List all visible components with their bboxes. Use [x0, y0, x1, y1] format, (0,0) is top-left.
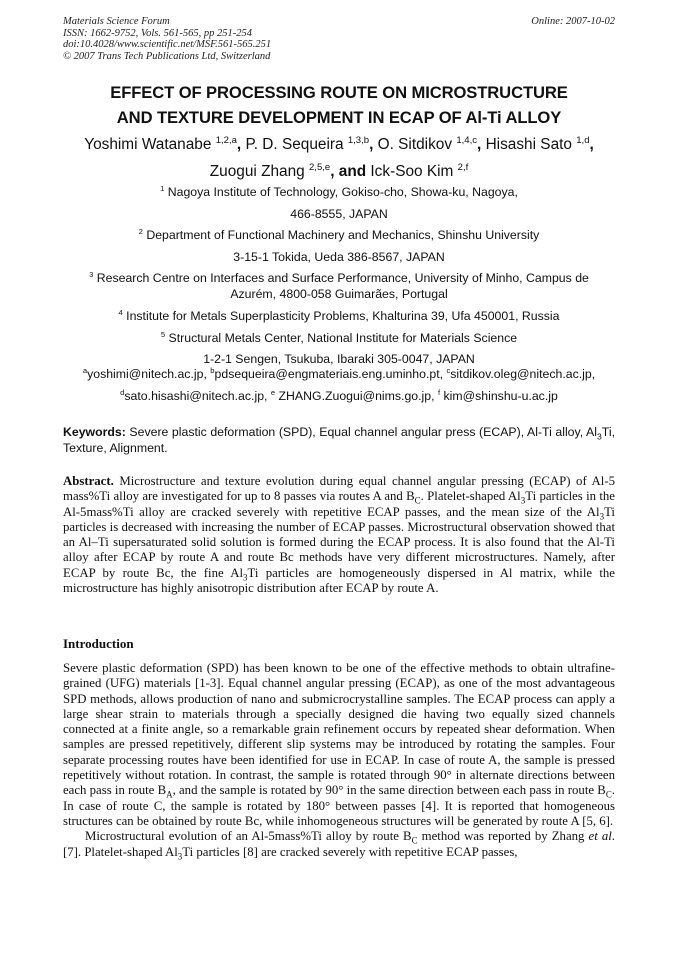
affiliation-text: Institute for Metals Superplasticity Problems, Khalturina 39, Ufa 450001, Russia: [126, 308, 560, 323]
abstract-label: Abstract.: [63, 474, 114, 488]
email-mark: f: [437, 387, 441, 397]
section-heading-introduction: Introduction: [63, 636, 134, 651]
author-list: [40, 131, 638, 185]
author-separator: ,: [589, 136, 594, 153]
affiliation-text: Nagoya Institute of Technology, Gokiso-cho, Showa-ku, Nagoya,: [167, 185, 518, 199]
affiliation-text: Research Centre on Interfaces and Surface Performance, University of Minho, Campus de: [96, 271, 589, 286]
email-mark: c: [446, 365, 451, 375]
author-affiliation-mark: 1,d: [576, 134, 590, 146]
email-line-2: [40, 386, 638, 408]
keywords: [63, 425, 615, 456]
author-affiliation-mark: 1,4,c: [456, 134, 477, 146]
abstract: [63, 474, 615, 596]
abstract-text: Microstructure and texture evolution during equal channel angular pressing (ECAP) of Al-5 mass%Ti alloy are investigated for up to 8 passes via routes A and B: [63, 474, 615, 504]
paragraph: [63, 661, 615, 829]
author-separator: ,: [236, 136, 246, 153]
author-line-2: [40, 158, 638, 185]
copyright-line: © 2007 Trans Tech Publications Ltd, Switzerland: [63, 50, 271, 62]
subscript: C: [414, 495, 421, 506]
paragraph-text: , and the sample is rotated by 90° in the same direction between each pass in route B: [172, 783, 606, 798]
affiliation-4: [40, 306, 638, 328]
keywords-text: Severe plastic deformation (SPD), Equal channel angular press (ECAP), Al-Ti alloy, Al: [129, 425, 597, 439]
email-address: kim@shinshu-u.ac.jp: [443, 388, 558, 403]
paragraph-text: Severe plastic deformation (SPD) has been known to be one of the effective methods to obtain ultrafine-grained (UFG) materials [1-3]. Equal channel angular pressing (ECAP), as one of the most advantageous SPD methods, allows production of nano and submicrocrystalline samples. The ECAP process can apply a large shear strain to materials through a specially designed die having two equally sized channels connected at a finite angle, so a remarkable grain refinement occurs by repeated shear deformation. When samples are pressed repetitively, different slip systems may be introduced by rotating the samples. Four separate processing routes have been identified for use in ECAP. In case of route A, the sample is pressed repetitively without rotation. In contrast, the sample is rotated through 90° in alternate directions between each pass in route B: [63, 661, 615, 798]
email-address: ZHANG.Zuogui@nims.go.jp,: [278, 388, 435, 403]
subscript: C: [411, 835, 418, 846]
paragraph-text: Ti particles [8] are cracked severely with repetitive ECAP passes,: [182, 844, 518, 859]
email-address: pdsequeira@engmateriais.eng.uminho.pt,: [214, 367, 444, 381]
online-date: Online: 2007-10-02: [531, 16, 615, 27]
email-address: sato.hisashi@nitech.ac.jp,: [124, 388, 268, 403]
affiliation-5-address: 1-2-1 Sengen, Tsukuba, Ibaraki 305-0047, JAPAN: [203, 352, 475, 367]
abstract-text: Ti particles in the Al-5mass%Ti alloy are cracked severely with repetitive ECAP passes, and the mean size of the Al: [63, 489, 615, 519]
subscript: 3: [520, 495, 526, 506]
affiliation-2: [40, 225, 638, 247]
author-separator: ,: [477, 136, 486, 153]
issn-line: ISSN: 1662-9752, Vols. 561-565, pp 251-254: [63, 27, 252, 39]
author-affiliation-mark: 1,3,b: [347, 134, 370, 146]
keywords-text: Ti, Texture, Alignment.: [63, 425, 615, 455]
affiliation-list: [40, 182, 638, 371]
journal-header: [63, 16, 615, 62]
author-name: Hisashi Sato: [485, 136, 572, 153]
author-name: Yoshimi Watanabe: [84, 136, 212, 153]
introduction-body: [63, 661, 615, 860]
email-address: sitdikov.oleg@nitech.ac.jp,: [450, 367, 596, 381]
abstract-text: Ti particles is decreased with increasing the number of ECAP passes. Microstructural observation showed that an Al–Ti supersaturated solid solution is formed during the ECAP process. It is also found that the Al-Ti alloy after ECAP by route A and route Bc methods have very different microstructures. Namely, after ECAP by route Bc, the fine Al: [63, 504, 615, 580]
affiliation-number: 1: [160, 183, 165, 193]
affiliation-1-address: 466-8555, JAPAN: [290, 206, 388, 221]
paragraph-text: Microstructural evolution of an Al-5mass%Ti alloy by route B: [85, 829, 412, 844]
affiliation-number: 2: [138, 227, 143, 237]
affiliation-5: [40, 328, 638, 350]
author-name: Zuogui Zhang: [209, 163, 305, 180]
subscript: 3: [599, 511, 605, 522]
subscript: C: [605, 789, 612, 800]
email-mark: b: [210, 365, 215, 375]
keywords-label: Keywords:: [63, 425, 126, 439]
paper-title: [40, 80, 638, 130]
email-list: [40, 364, 638, 407]
affiliation-number: 4: [118, 307, 123, 317]
paragraph: [63, 829, 615, 860]
abstract-text: Ti particles are homogeneously dispersed in Al matrix, while the microstructure has highly anisotropic distribution after ECAP by route A.: [63, 565, 615, 596]
abstract-text: . Platelet-shaped Al: [420, 489, 521, 504]
paragraph-text: . In case of route C, the sample is rotated by 180° between passes [4]. It is reported that homogeneous structures can be obtained by route Bc, while inhomogeneous structures will be generated by route A [5, 6].: [63, 783, 615, 828]
subscript: 3: [596, 431, 602, 442]
author-affiliation-mark: 2,f: [457, 161, 469, 173]
affiliation-text: Department of Functional Machinery and Mechanics, Shinshu University: [146, 228, 540, 243]
author-line-1: [40, 131, 638, 158]
author-affiliation-mark: 2,5,e: [309, 161, 331, 173]
italic-text: et al: [588, 829, 612, 844]
email-mark: d: [120, 387, 125, 397]
email-line-1: [40, 364, 638, 386]
title-line-1: EFFECT OF PROCESSING ROUTE ON MICROSTRUCTURE: [110, 83, 568, 102]
author-name: P. D. Sequeira: [245, 136, 344, 153]
doi-line: doi:10.4028/www.scientific.net/MSF.561-565.251: [63, 39, 272, 50]
paragraph-text: . [7]. Platelet-shaped Al: [63, 829, 615, 859]
title-line-2: AND TEXTURE DEVELOPMENT IN ECAP OF Al-Ti ALLOY: [116, 108, 562, 127]
affiliation-number: 5: [160, 329, 166, 339]
subscript: 3: [243, 572, 248, 583]
paragraph-text: method was reported by Zhang: [417, 829, 589, 844]
affiliation-text: Structural Metals Center, National Institute for Materials Science: [168, 330, 518, 345]
author-separator: ,: [369, 136, 378, 153]
subscript: A: [166, 789, 173, 800]
email-mark: e: [270, 387, 276, 397]
author-affiliation-mark: 1,2,a: [215, 134, 237, 146]
journal-name: Materials Science Forum: [63, 16, 170, 27]
email-address: yoshimi@nitech.ac.jp,: [87, 367, 207, 381]
author-name: Ick-Soo Kim: [370, 163, 454, 180]
author-name: O. Sitdikov: [377, 136, 453, 153]
subscript: 3: [177, 851, 183, 862]
affiliation-1: [40, 182, 638, 204]
affiliation-number: 3: [89, 270, 94, 280]
email-mark: a: [82, 365, 88, 375]
affiliation-3-address: Azurém, 4800-058 Guimarães, Portugal: [230, 286, 448, 301]
affiliation-2-address: 3-15-1 Tokida, Ueda 386-8567, JAPAN: [233, 249, 445, 264]
author-separator: , and: [330, 163, 371, 180]
